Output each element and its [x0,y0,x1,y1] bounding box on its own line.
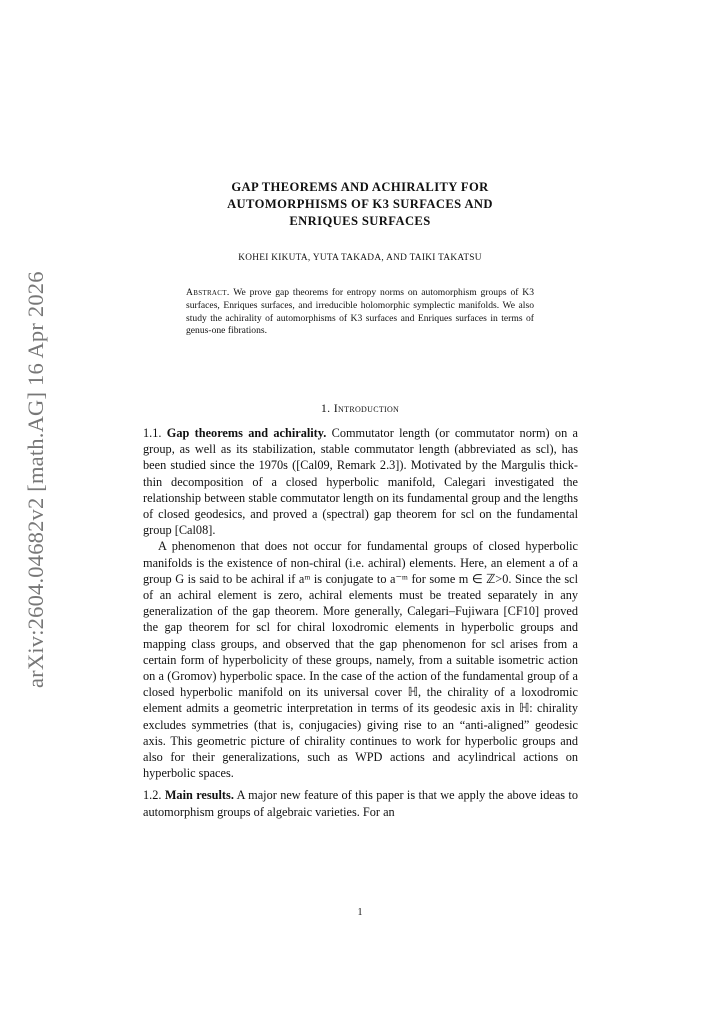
subsection-title: Main results. [164,788,234,803]
paragraph-text: A major new feature of this paper is that we apply the above ideas to automorphism groups of algebraic varieties. For an [143,788,578,819]
section-number: 1. [320,401,331,415]
title-line-3: ENRIQUES SURFACES [289,214,431,228]
abstract-label: Abstract. [186,287,230,298]
title-line-2: AUTOMORPHISMS OF K3 SURFACES AND [227,197,493,211]
arxiv-identifier-stamp: arXiv:2604.04682v2 [math.AG] 16 Apr 2026 [23,271,48,689]
body-text [143,425,578,820]
subsection-number: 1.1. [143,426,162,440]
subsection-number: 1.2. [143,788,162,803]
subsection-title: Gap theorems and achirality. [166,426,327,440]
abstract-text: We prove gap theorems for entropy norms on automorphism groups of K3 surfaces, Enriques surfaces, and irreducible holomorphic symplectic manifolds. We also study the achirality of automorphisms of K3 surfaces and Enriques surfaces in terms of genus-one fibrations. [186,287,534,337]
paragraph-1-2: A phenomenon that does not occur for fundamental groups of closed hyperbolic manifolds is the existence of non-chiral (i.e. achiral) elements. Here, an element a of a group G is said to be achiral if aᵐ is conjugate to a⁻ᵐ for some m ∈ ℤ>0. Since the scl of an achiral element is zero, achiral elements must be treated separately in any generalization of the gap theorem. More generally, Calegari–Fujiwara [CF10] proved the gap theorem for scl for chiral loxodromic elements in hyperbolic groups and mapping class groups, and observed that the gap phenomenon for scl arises from a certain form of hyperbolicity of these groups, namely, from a suitable isometric action on a (Gromov) hyperbolic space. In the case of the action of the fundamental group of a closed hyperbolic manifold on its universal cover ℍ, the chirality of a loxodromic element admits a geometric interpretation in terms of its geodesic axis in ℍ: chirality excludes symmetries (that is, conjugacies) giving rise to an “anti-aligned” geodesic axis. This geometric picture of chirality continues to work for hyperbolic groups and also for their generalizations, such as WPD actions and acylindrical actions on hyperbolic spaces. [143,539,578,781]
abstract [186,287,534,338]
section-heading-introduction [150,401,570,416]
section-title: Introduction [333,401,400,415]
paragraph-1-1 [143,425,578,538]
page-number: 1 [357,907,363,918]
author-list: KOHEI KIKUTA, YUTA TAKADA, AND TAIKI TAKATSU [238,253,482,263]
paragraph-1-3 [143,787,578,819]
paragraph-text: Commutator length (or commutator norm) on a group, as well as its stabilization, stable commutator length (abbreviated as scl), has been studied since the 1970s ([Cal09, Remark 2.3]). Motivated by the Margulis thick-thin decomposition of a closed hyperbolic manifold, Calegari investigated the relationship between stable commutator length on its fundamental group and the lengths of closed geodesics, and proved a (spectral) gap theorem for scl on the fundamental group [Cal08]. [143,426,578,538]
paper-title [150,179,570,230]
title-line-1: GAP THEOREMS AND ACHIRALITY FOR [231,180,489,194]
